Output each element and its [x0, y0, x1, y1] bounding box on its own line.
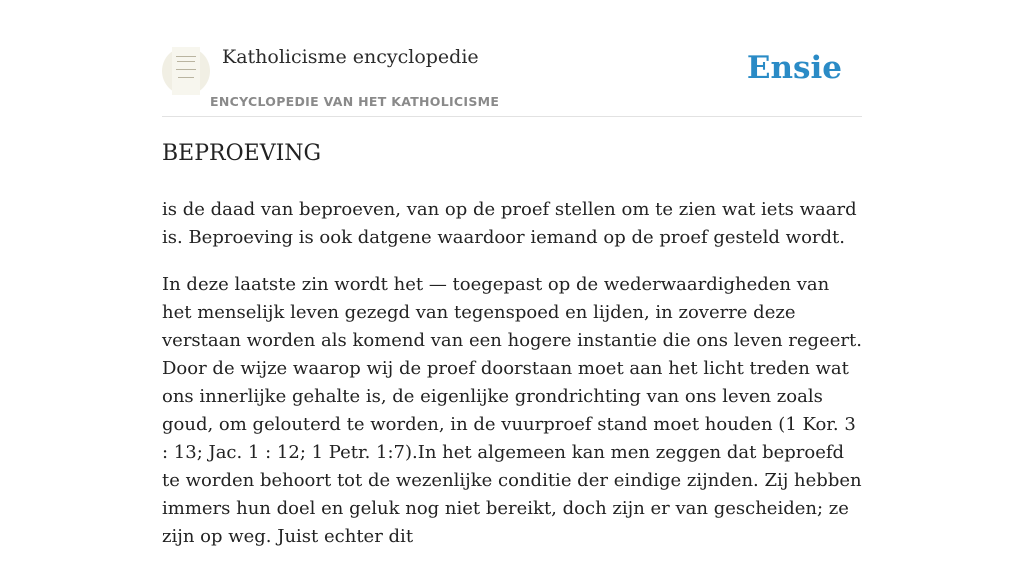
article [162, 138, 862, 570]
book-cover-line [176, 56, 196, 57]
book-cover-line [176, 69, 196, 70]
book-cover-line [177, 61, 195, 62]
brand-logo-link[interactable]: Ensie [746, 50, 842, 86]
book-cover-page [172, 47, 200, 95]
site-header [162, 40, 862, 117]
article-paragraph: In deze laatste zin wordt het — toegepast op de wederwaardigheden van het menselijk leven gezegd van tegenspoed en lijden, in zoverre deze verstaan worden als komend van een hogere instantie die ons leven regeert. Door de wijze waarop wij de proef doorstaan moet aan het licht treden wat ons innerlijke gehalte is, de eigenlijke grondrichting van ons leven zoals goud, om gelouterd te worden, in de vuurproef stand moet houden (1 Kor. 3 : 13; Jac. 1 : 12; 1 Petr. 1:7).In het algemeen kan men zeggen dat beproefd te worden behoort tot de wezenlijke conditie der eindige zijnden. Zij hebben immers hun doel en geluk nog niet bereikt, doch zijn er van gescheiden; ze zijn op weg. Juist echter dit [162, 274, 862, 547]
site-title-link[interactable]: Katholicisme encyclopedie [222, 46, 479, 68]
article-title: BEPROEVING [162, 141, 322, 166]
book-cover-line [178, 77, 194, 78]
article-paragraph: is de daad van beproeven, van op de proef stellen om te zien wat iets waard is. Beproeving is ook datgene waardoor iemand op de proef gesteld wordt. [162, 199, 857, 248]
book-cover-icon[interactable] [162, 47, 210, 95]
site-subtitle: ENCYCLOPEDIE VAN HET KATHOLICISME [210, 94, 500, 109]
